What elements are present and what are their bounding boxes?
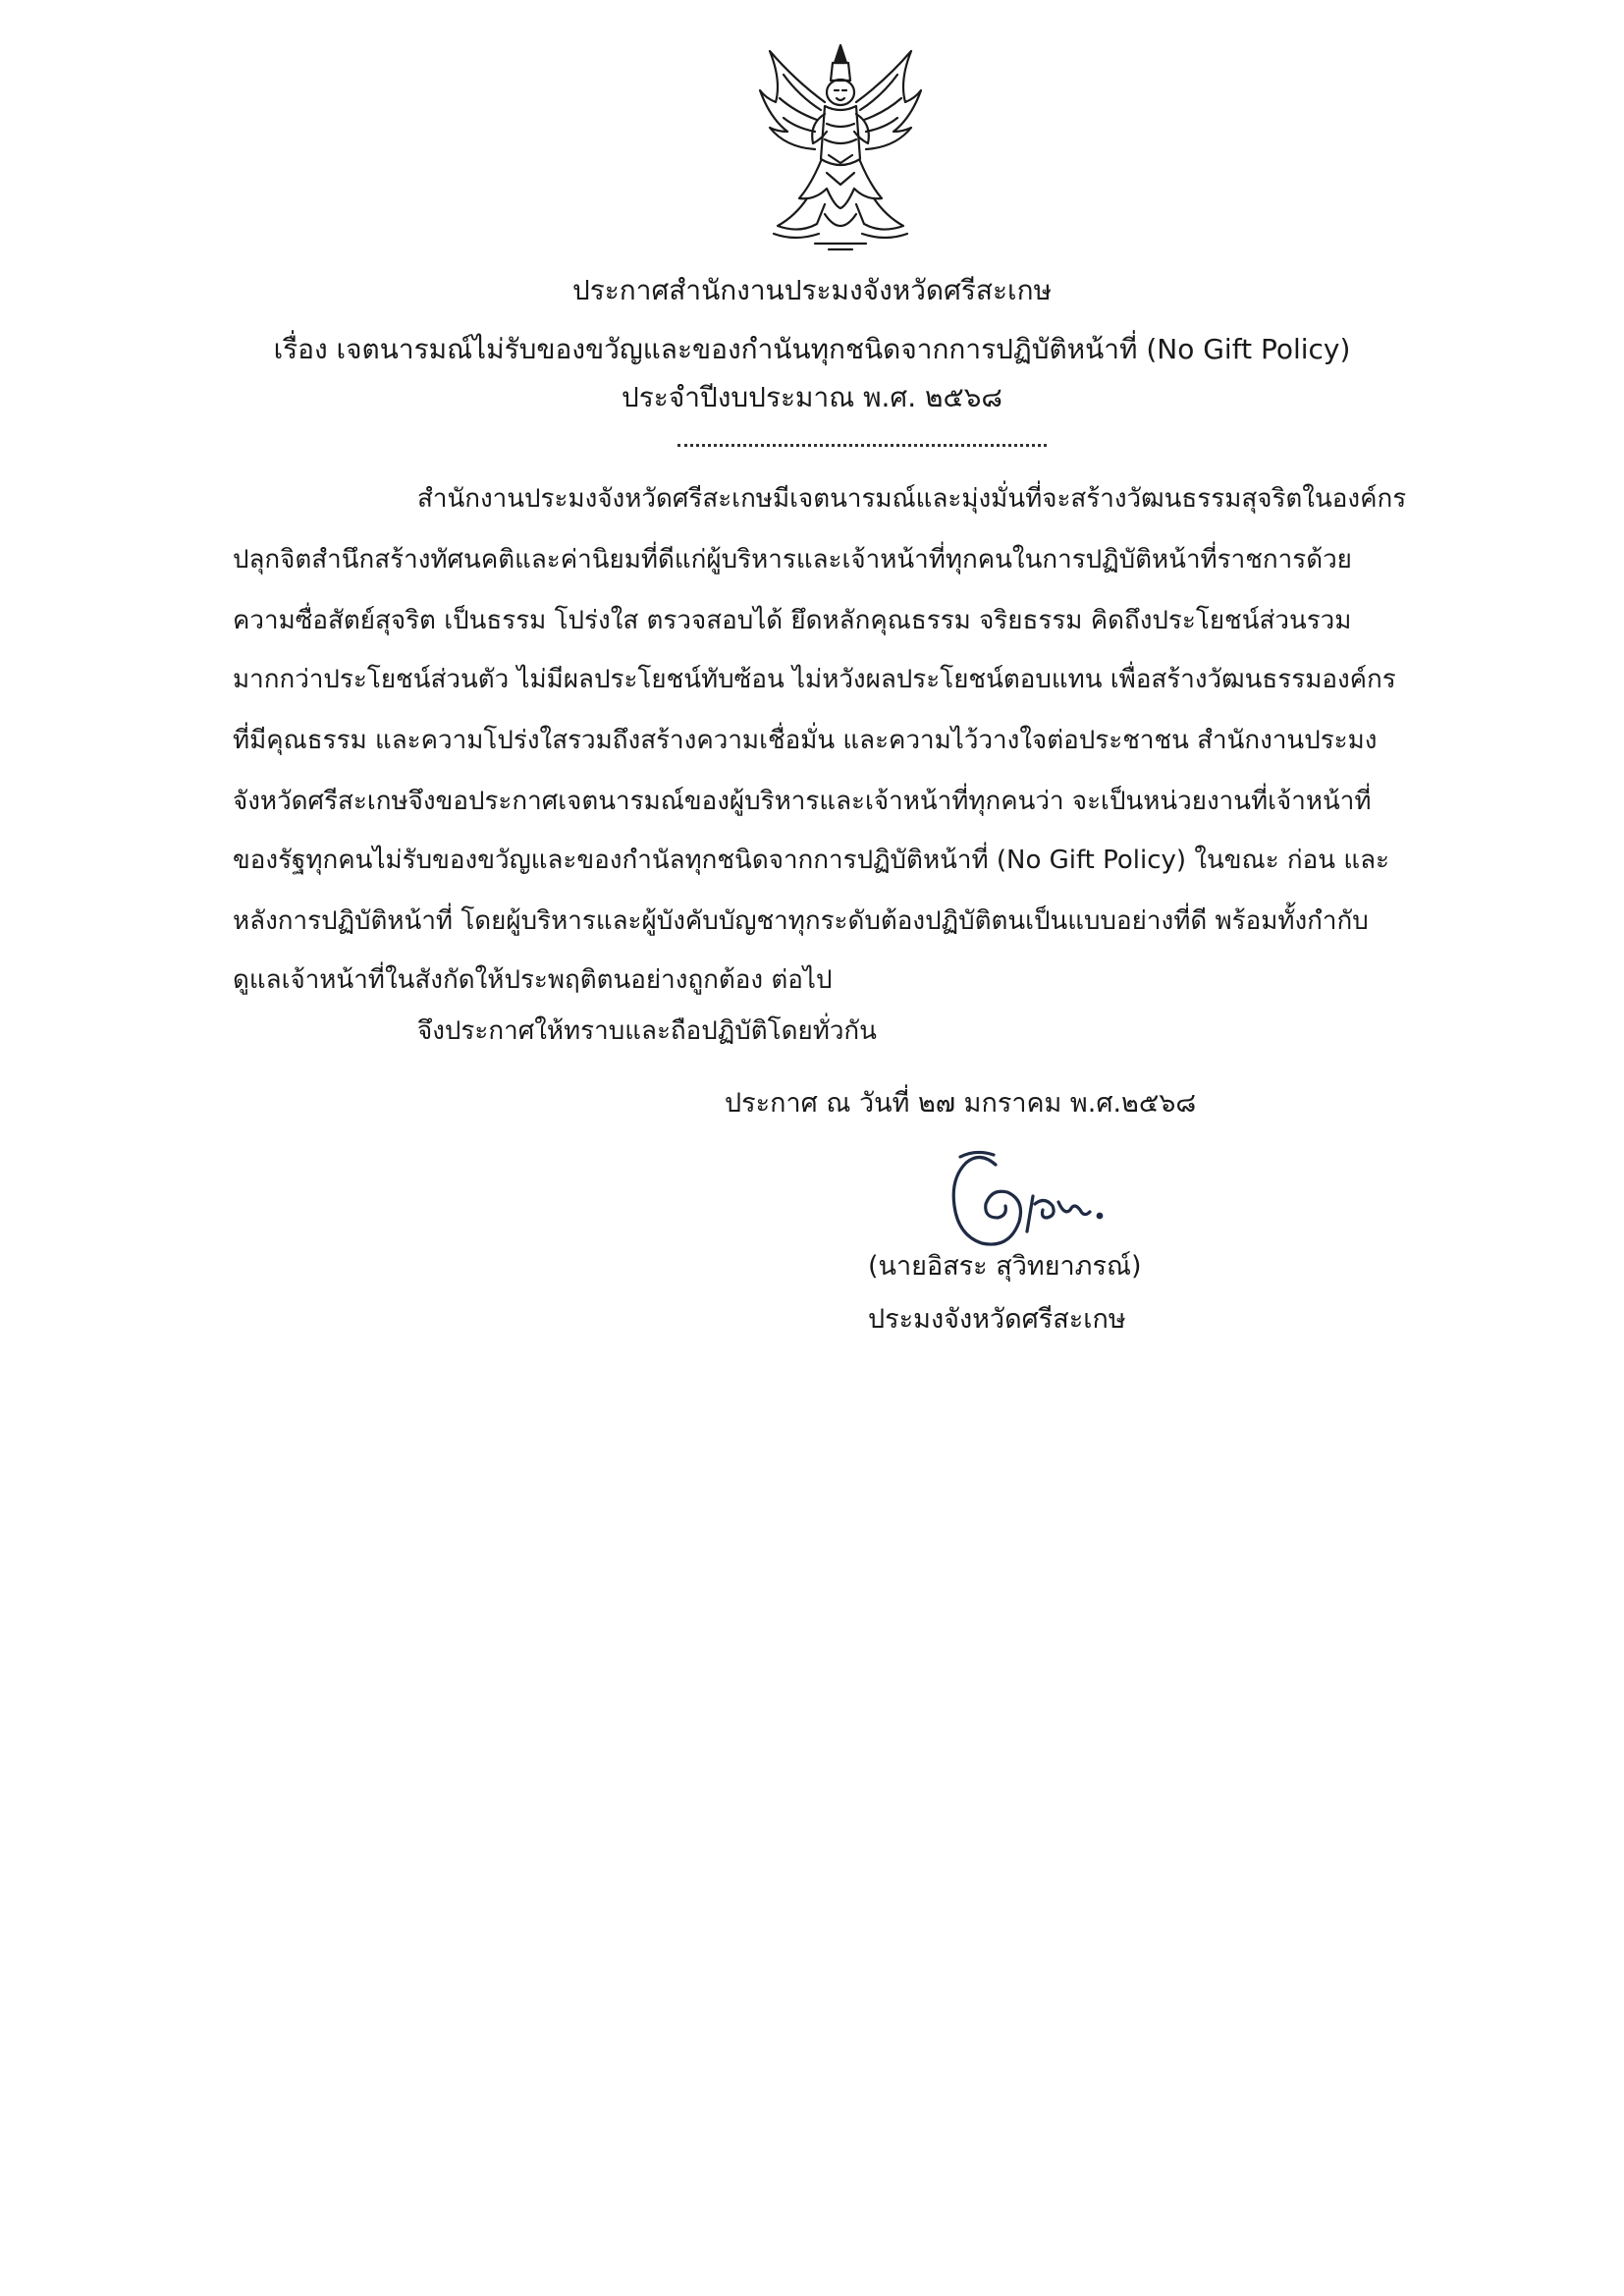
closing-line: จึงประกาศให้ทราบและถือปฏิบัติโดยทั่วกัน	[417, 1016, 877, 1046]
signer-position: ประมงจังหวัดศรีสะเกษ	[868, 1304, 1126, 1335]
body-line: ของรัฐทุกคนไม่รับของขวัญและของกำนัลทุกชนิดจากการปฏิบัติหน้าที่ (No Gift Policy) ในขณะ ก่อน และ	[233, 846, 1389, 875]
body-line: หลังการปฏิบัติหน้าที่ โดยผู้บริหารและผู้บังคับบัญชาทุกระดับต้องปฏิบัติตนเป็นแบบอย่างที่ดี พร้อมทั้งกำกับ	[233, 906, 1369, 936]
body-line: ที่มีคุณธรรม และความโปร่งใสรวมถึงสร้างความเชื่อมั่น และความไว้วางใจต่อประชาชน สำนักงานประมง	[233, 726, 1378, 755]
announcement-subject: เรื่อง เจตนารมณ์ไม่รับของขวัญและของกำนันทุกชนิดจากการปฏิบัติหน้าที่ (No Gift Policy)	[273, 333, 1351, 365]
body-line: จังหวัดศรีสะเกษจึงขอประกาศเจตนารมณ์ของผู้บริหารและเจ้าหน้าที่ทุกคนว่า จะเป็นหน่วยงานที่เจ้าหน้าที่	[233, 787, 1372, 816]
body-line: ดูแลเจ้าหน้าที่ในสังกัดให้ประพฤติตนอย่างถูกต้อง ต่อไป	[233, 965, 833, 995]
handwritten-signature	[937, 1145, 1123, 1259]
signer-name: (นายอิสระ สุวิทยาภรณ์)	[868, 1251, 1142, 1282]
body-line: ความซื่อสัตย์สุจริต เป็นธรรม โปร่งใส ตรวจสอบได้ ยึดหลักคุณธรรม จริยธรรม คิดถึงประโยชน์ส่วนรวม	[233, 606, 1352, 635]
announcement-date: ประกาศ ณ วันที่ ๒๗ มกราคม พ.ศ.๒๕๖๘	[725, 1088, 1197, 1119]
dotted-separator	[677, 432, 1047, 447]
fiscal-year-line: ประจำปีงบประมาณ พ.ศ. ๒๕๖๘	[621, 381, 1003, 413]
body-line: สำนักงานประมงจังหวัดศรีสะเกษมีเจตนารมณ์และมุ่งมั่นที่จะสร้างวัฒนธรรมสุจริตในองค์กร	[417, 484, 1407, 514]
garuda-emblem-icon	[756, 41, 925, 257]
body-line: มากกว่าประโยชน์ส่วนตัว ไม่มีผลประโยชน์ทับซ้อน ไม่หวังผลประโยชน์ตอบแทน เพื่อสร้างวัฒนธรรมองค์กร	[233, 665, 1396, 694]
body-line: ปลุกจิตสำนึกสร้างทัศนคติและค่านิยมที่ดีแก่ผู้บริหารและเจ้าหน้าที่ทุกคนในการปฏิบัติหน้าที่ราชการด้วย	[233, 545, 1352, 574]
announcement-title: ประกาศสำนักงานประมงจังหวัดศรีสะเกษ	[571, 274, 1053, 306]
